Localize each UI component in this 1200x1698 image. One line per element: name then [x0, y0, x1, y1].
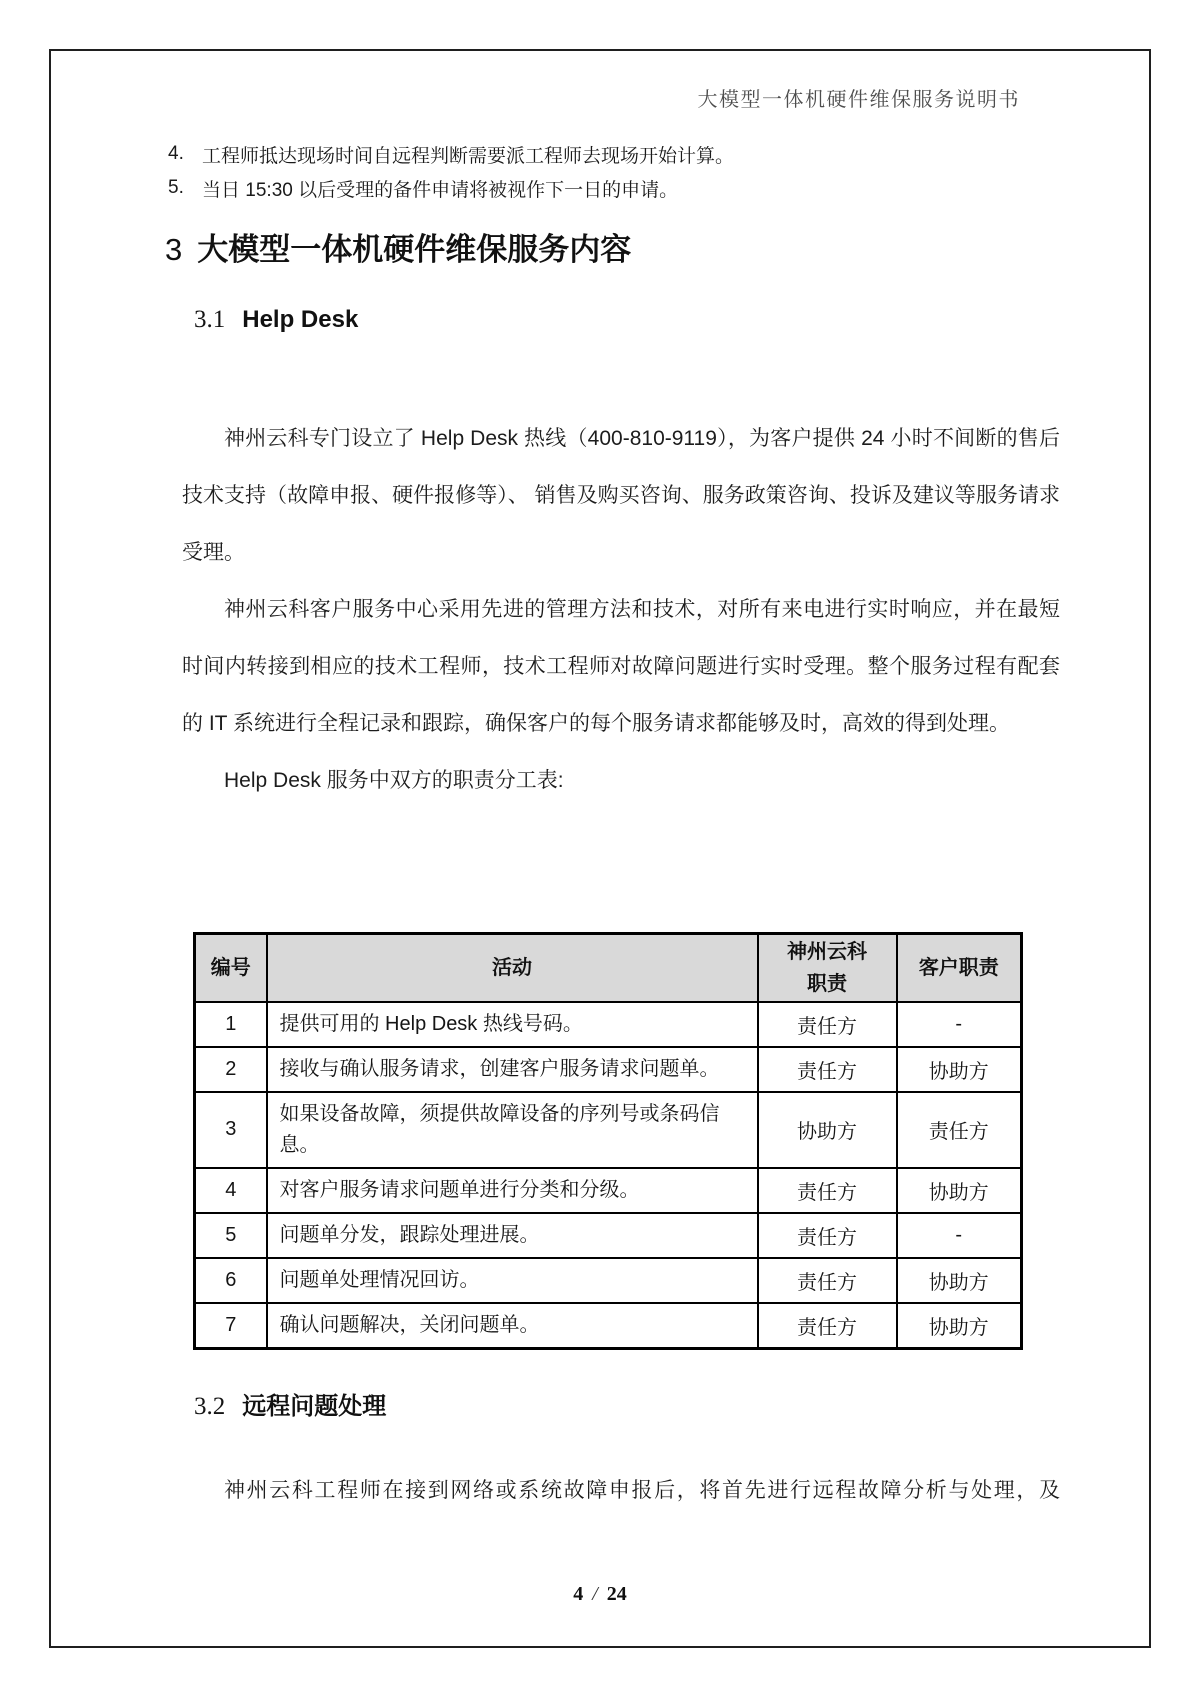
- responsibility-table: [193, 932, 1023, 1350]
- activity-cell: 接收与确认服务请求，创建客户服务请求问题单。: [267, 1047, 758, 1092]
- dc-duty-cell: 责任方: [758, 1047, 897, 1092]
- subsection-heading-3-2: [194, 1386, 386, 1421]
- table-caption: Help Desk 服务中双方的职责分工表:: [224, 769, 564, 792]
- column-header-activity: 活动: [267, 934, 758, 1002]
- activity-cell: 问题单处理情况回访。: [267, 1258, 758, 1303]
- activity-cell: 如果设备故障，须提供故障设备的序列号或条码信息。: [267, 1092, 758, 1168]
- column-header-dc-duty-label: 神州云科职责: [787, 940, 867, 995]
- table-row: [195, 1002, 1022, 1047]
- footer-total-pages: 24: [606, 1583, 627, 1605]
- body-text-block: [182, 410, 1060, 809]
- subsection-number: 3.2: [194, 1393, 226, 1420]
- customer-duty-cell: 协助方: [897, 1168, 1022, 1213]
- customer-duty-cell: -: [897, 1002, 1022, 1047]
- dc-duty-cell: 协助方: [758, 1092, 897, 1168]
- customer-duty-cell: 协助方: [897, 1047, 1022, 1092]
- customer-duty-cell: -: [897, 1213, 1022, 1258]
- row-number-cell: 2: [195, 1047, 267, 1092]
- activity-cell: 问题单分发，跟踪处理进展。: [267, 1213, 758, 1258]
- row-number-cell: 5: [195, 1213, 267, 1258]
- customer-duty-cell: 责任方: [897, 1092, 1022, 1168]
- numbered-list: [168, 137, 734, 205]
- list-item-number: 5.: [168, 177, 184, 198]
- list-item: [168, 171, 734, 205]
- footer-page-number: 4: [573, 1583, 584, 1605]
- table-row: [195, 1168, 1022, 1213]
- list-item-text: 工程师抵达现场时间自远程判断需要派工程师去现场开始计算。: [202, 145, 735, 167]
- dc-duty-cell: 责任方: [758, 1002, 897, 1047]
- customer-duty-cell: 协助方: [897, 1303, 1022, 1349]
- column-header-dc-duty: [758, 934, 897, 1002]
- subsection-number: 3.1: [194, 306, 226, 333]
- list-item-text: 当日 15:30 以后受理的备件申请将被视作下一日的申请。: [202, 179, 679, 201]
- activity-cell: 对客户服务请求问题单进行分类和分级。: [267, 1168, 758, 1213]
- row-number-cell: 6: [195, 1258, 267, 1303]
- dc-duty-cell: 责任方: [758, 1168, 897, 1213]
- running-header-title: 大模型一体机硬件维保服务说明书: [697, 89, 1020, 111]
- table-row: [195, 1092, 1022, 1168]
- activity-cell: 提供可用的 Help Desk 热线号码。: [267, 1002, 758, 1047]
- customer-duty-cell: 协助方: [897, 1258, 1022, 1303]
- subsection-title: Help Desk: [242, 306, 359, 333]
- row-number-cell: 3: [195, 1092, 267, 1168]
- dc-duty-cell: 责任方: [758, 1303, 897, 1349]
- table-row: [195, 1258, 1022, 1303]
- list-item-number: 4.: [168, 143, 184, 164]
- table-row: [195, 1303, 1022, 1349]
- paragraph-helpdesk-1: 神州云科专门设立了 Help Desk 热线（400-810-9119），为客户提供 24 小时不间断的售后技术支持（故障申报、硬件报修等）、 销售及购买咨询、服务政策咨询、投诉及建议等服务请求受理。: [182, 427, 1060, 564]
- page-footer: [0, 1583, 1200, 1606]
- row-number-cell: 1: [195, 1002, 267, 1047]
- column-header-number: 编号: [195, 934, 267, 1002]
- section-heading-3: [165, 224, 631, 269]
- dc-duty-cell: 责任方: [758, 1258, 897, 1303]
- section-title: 大模型一体机硬件维保服务内容: [197, 232, 632, 267]
- row-number-cell: 4: [195, 1168, 267, 1213]
- activity-cell: 确认问题解决，关闭问题单。: [267, 1303, 758, 1349]
- subsection-title: 远程问题处理: [242, 1393, 387, 1420]
- dc-duty-cell: 责任方: [758, 1213, 897, 1258]
- paragraph-remote-handling: 神州云科工程师在接到网络或系统故障申报后，将首先进行远程故障分析与处理，及: [224, 1479, 1060, 1502]
- row-number-cell: 7: [195, 1303, 267, 1349]
- column-header-customer-duty: 客户职责: [897, 934, 1022, 1002]
- section-number: 3: [165, 232, 183, 267]
- table-header-row: [195, 934, 1022, 1002]
- table-row: [195, 1213, 1022, 1258]
- subsection-heading-3-1: [194, 306, 358, 334]
- list-item: [168, 137, 734, 171]
- paragraph-helpdesk-2: 神州云科客户服务中心采用先进的管理方法和技术，对所有来电进行实时响应，并在最短时间内转接到相应的技术工程师，技术工程师对故障问题进行实时受理。整个服务过程有配套的 IT 系统进行全程记录和跟踪，确保客户的每个服务请求都能够及时，高效的得到处理。: [182, 598, 1060, 735]
- footer-separator: /: [592, 1583, 598, 1605]
- table-row: [195, 1047, 1022, 1092]
